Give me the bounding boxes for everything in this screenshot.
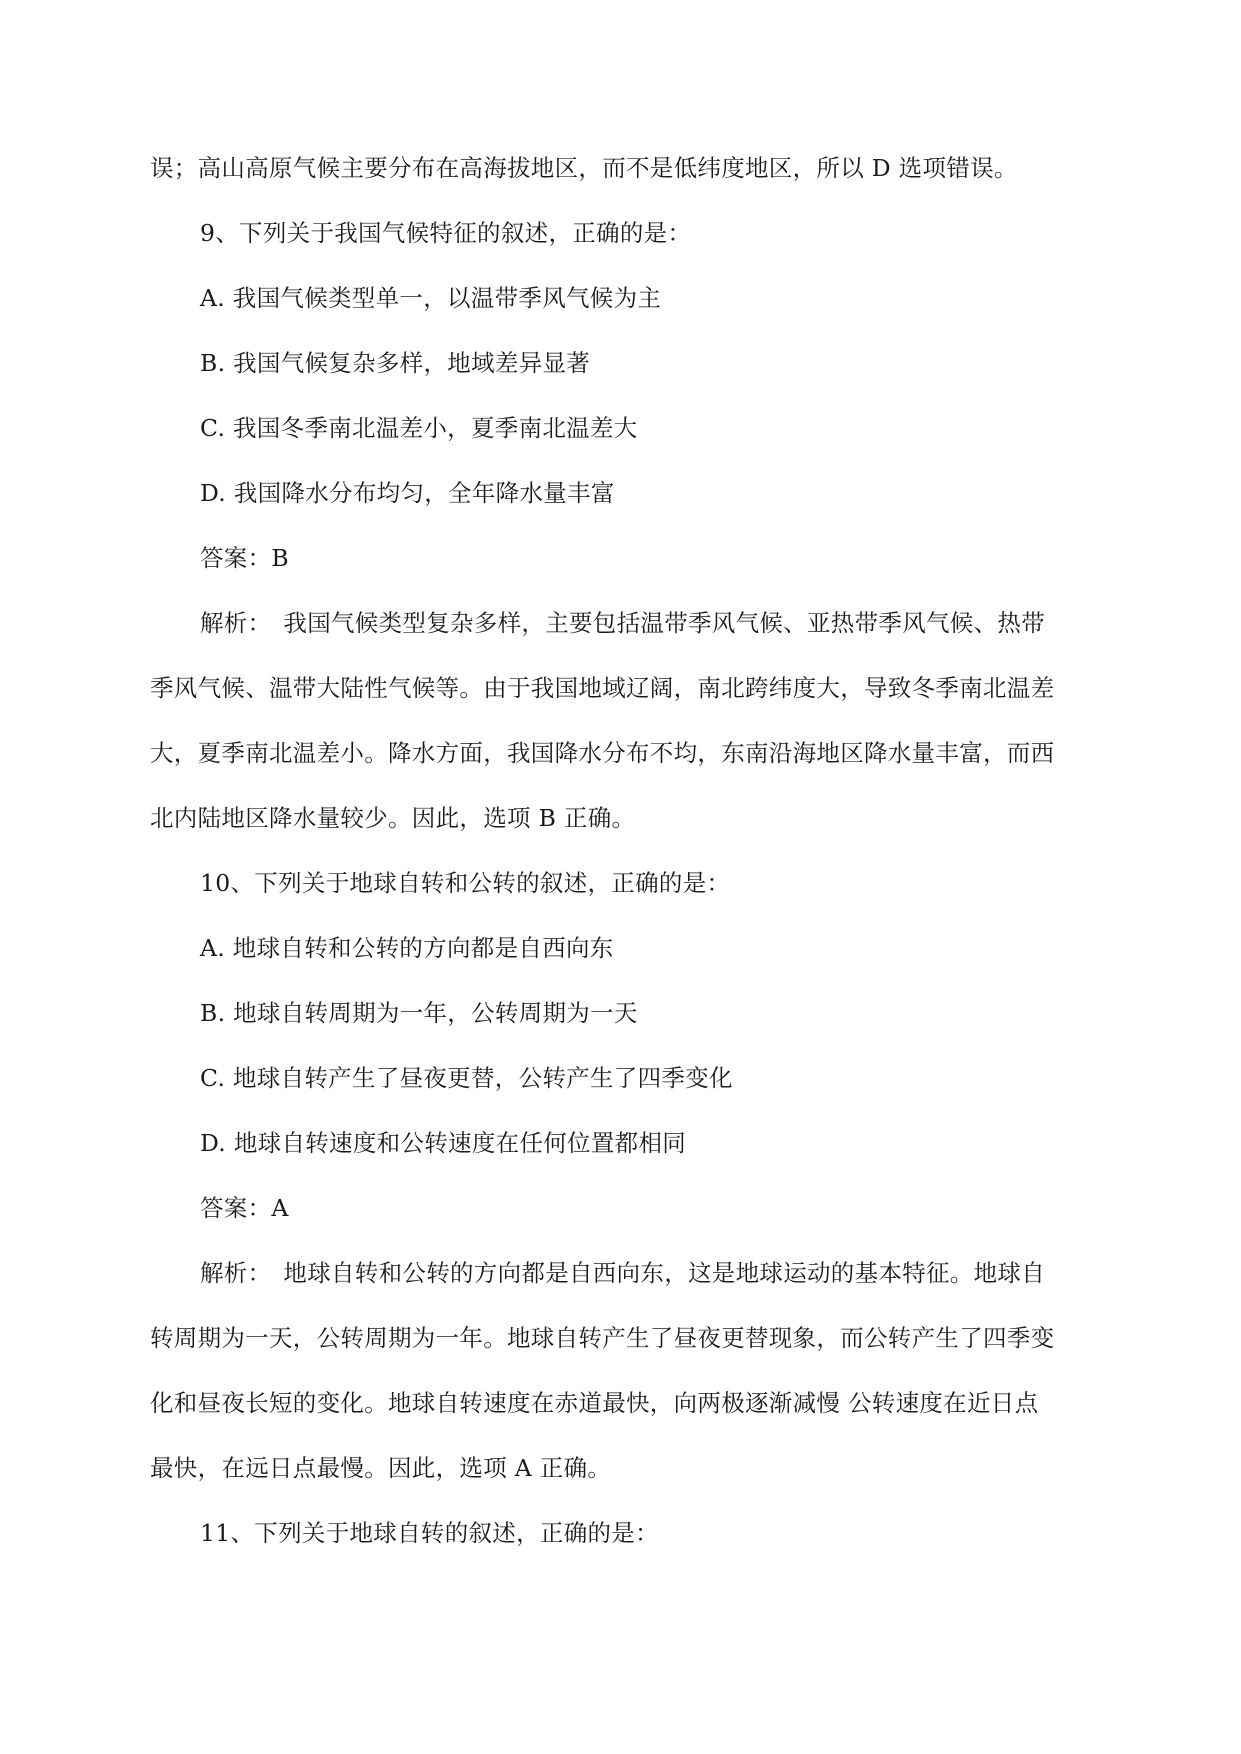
continuation-text: 误；高山高原气候主要分布在高海拔地区，而不是低纬度地区，所以 D 选项错误。 xyxy=(150,154,1018,182)
analysis-first-line xyxy=(150,591,1090,656)
analysis-text: 我国气候类型复杂多样，主要包括温带季风气候、亚热带季风气候、热带 xyxy=(283,609,1046,637)
analysis-line: 转周期为一天，公转周期为一年。地球自转产生了昼夜更替现象，而公转产生了四季变 xyxy=(150,1324,1055,1352)
analysis-label: 解析： xyxy=(200,609,272,637)
option-d: D. 地球自转速度和公转速度在任何位置都相同 xyxy=(200,1129,687,1157)
analysis-first-line xyxy=(150,1241,1090,1306)
analysis-label: 解析： xyxy=(200,1259,272,1287)
question-stem: 10、下列关于地球自转和公转的叙述，正确的是： xyxy=(200,869,731,897)
analysis-line: 大，夏季南北温差小。降水方面，我国降水分布不均，东南沿海地区降水量丰富，而西 xyxy=(150,739,1055,767)
question-stem: 9、下列关于我国气候特征的叙述，正确的是： xyxy=(200,219,692,247)
analysis-text: 地球自转和公转的方向都是自西向东，这是地球运动的基本特征。地球自 xyxy=(283,1259,1046,1287)
question-10 xyxy=(150,851,1090,1501)
option-a: A. 我国气候类型单一，以温带季风气候为主 xyxy=(200,284,662,312)
question-11 xyxy=(150,1501,1090,1566)
analysis-line: 化和昼夜长短的变化。地球自转速度在赤道最快，向两极逐渐减慢 公转速度在近日点 xyxy=(150,1389,1039,1417)
option-d: D. 我国降水分布均匀，全年降水量丰富 xyxy=(200,479,615,507)
analysis-line: 季风气候、温带大陆性气候等。由于我国地域辽阔，南北跨纬度大，导致冬季南北温差 xyxy=(150,674,1055,702)
document-page xyxy=(150,136,1090,1566)
option-a: A. 地球自转和公转的方向都是自西向东 xyxy=(200,934,614,962)
answer-line: 答案：B xyxy=(200,544,289,572)
option-b: B. 我国气候复杂多样，地域差异显著 xyxy=(200,349,591,377)
option-b: B. 地球自转周期为一年，公转周期为一天 xyxy=(200,999,638,1027)
question-stem: 11、下列关于地球自转的叙述，正确的是： xyxy=(200,1519,659,1547)
question-9 xyxy=(150,201,1090,851)
analysis-line: 最快，在远日点最慢。因此，选项 A 正确。 xyxy=(150,1454,612,1482)
option-c: C. 我国冬季南北温差小，夏季南北温差大 xyxy=(200,414,638,442)
answer-line: 答案：A xyxy=(200,1194,289,1222)
option-c: C. 地球自转产生了昼夜更替，公转产生了四季变化 xyxy=(200,1064,733,1092)
analysis-line: 北内陆地区降水量较少。因此，选项 B 正确。 xyxy=(150,804,636,832)
